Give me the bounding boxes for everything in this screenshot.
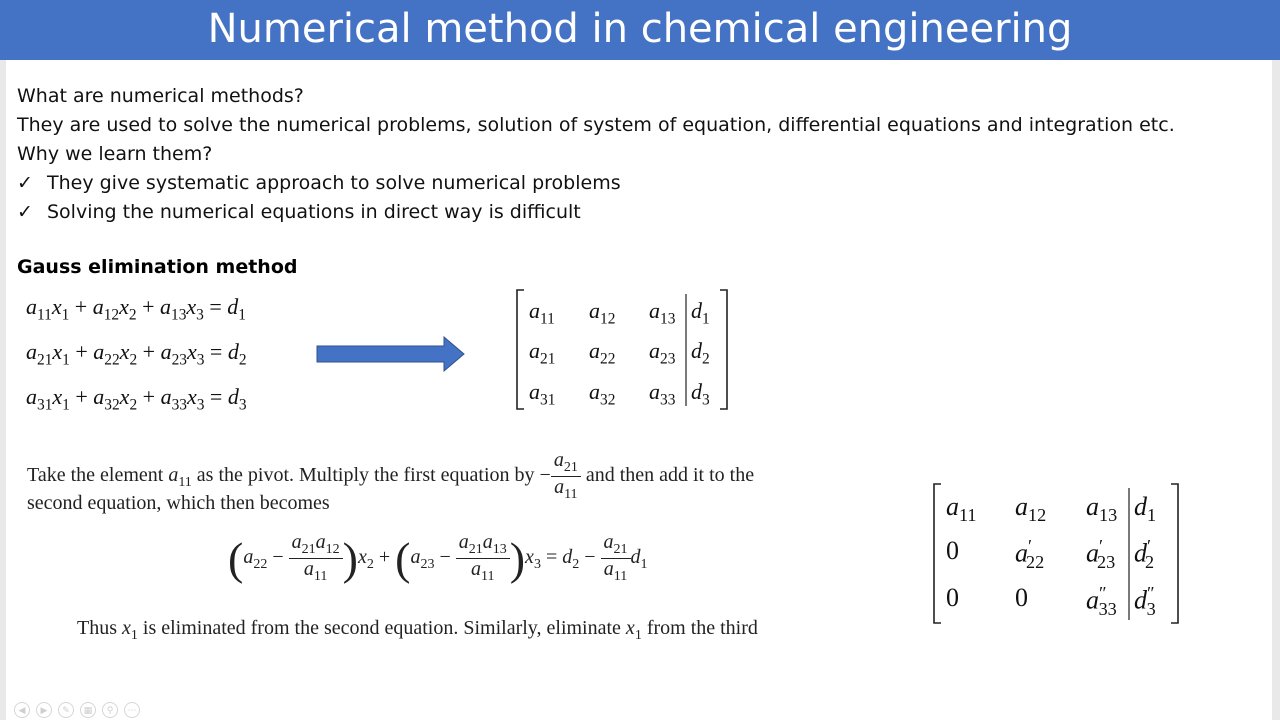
matrix-entry: $a''_{33}$: [1086, 583, 1117, 619]
left-edge: [0, 60, 6, 720]
slideshow-nav-icons[interactable]: [14, 702, 140, 718]
intro-line: They are used to solve the numerical problems, solution of system of equation, differential equations and integration etc.: [17, 114, 1175, 136]
matrix-entry: $d'_2$: [1134, 536, 1155, 572]
checkmark-icon: ✓: [17, 172, 33, 194]
right-edge: [1272, 60, 1280, 720]
bullet-item: ✓ Solving the numerical equations in direct way is difficult: [17, 198, 1175, 227]
previous-icon[interactable]: ◀: [14, 702, 30, 718]
matrix-entry: $a_{13}$: [649, 298, 676, 328]
matrix-entry: $a_{11}$: [529, 298, 555, 328]
matrix-entry: $a_{32}$: [589, 379, 616, 409]
bullet-item: ✓ They give systematic approach to solve numerical problems: [17, 169, 1175, 198]
equation-1: $a_{11}x_1 + a_{12}x_2 + a_{13}x_3 = d_1$: [26, 294, 246, 324]
matrix-entry: $a_{22}$: [589, 338, 616, 368]
matrix-entry: $d_3$: [691, 379, 710, 409]
slide-title: Numerical method in chemical engineering: [207, 6, 1073, 52]
matrix-entry: $a_{13}$: [1086, 492, 1118, 526]
intro-text: [17, 82, 1175, 227]
checkmark-icon: ✓: [17, 201, 33, 223]
explanation-line-3: Thus $x_1$ is eliminated from the second equation. Similarly, eliminate $x_1$ from the third: [77, 617, 758, 643]
matrix-entry: $a_{33}$: [649, 379, 676, 409]
explanation-line-1: Take the element $a_{11}$ as the pivot. Multiply the first equation by − $\frac{a_{21}}{a_{11}}$ and then add it to the: [27, 449, 755, 502]
matrix-entry: $d_2$: [691, 338, 710, 368]
matrix-entry: 0: [946, 583, 959, 612]
slides-icon[interactable]: ▦: [80, 702, 96, 718]
next-icon[interactable]: ▶: [36, 702, 52, 718]
matrix-entry: $d''_3$: [1134, 583, 1156, 619]
more-icon[interactable]: ⋯: [124, 702, 140, 718]
intro-line: Why we learn them?: [17, 143, 213, 165]
right-arrow-icon: [316, 336, 466, 372]
matrix-entry: $a_{12}$: [1015, 492, 1047, 526]
matrix-entry: $a_{21}$: [529, 338, 556, 368]
matrix-entry: $d_1$: [1134, 492, 1157, 526]
reduced-equation: ($a_{22}$ − $\frac{a_{21}a_{12}}{a_{11}}$ )$x_2 + (a_{23}$ − $\frac{a_{21}a_{13}}{a_{11}}$ )$x_3 = d_2$ − $\frac{a_{21}}{a_{11}}$ $d_1$: [228, 531, 648, 584]
matrix-entry: $d_1$: [691, 298, 710, 328]
pen-icon[interactable]: ✎: [58, 702, 74, 718]
matrix-entry: $a_{31}$: [529, 379, 556, 409]
zoom-icon[interactable]: ⚲: [102, 702, 118, 718]
matrix-entry: $a'_{22}$: [1015, 536, 1045, 572]
matrix-entry: 0: [946, 536, 959, 565]
section-heading: Gauss elimination method: [17, 256, 298, 278]
matrix-entry: $a_{23}$: [649, 338, 676, 368]
explanation-line-2: second equation, which then becomes: [27, 492, 330, 514]
matrix-entry: $a_{12}$: [589, 298, 616, 328]
matrix-entry: $a'_{23}$: [1086, 536, 1116, 572]
equation-2: $a_{21}x_1 + a_{22}x_2 + a_{23}x_3 = d_2$: [26, 339, 247, 369]
matrix-entry: $a_{11}$: [946, 492, 977, 526]
equation-3: $a_{31}x_1 + a_{32}x_2 + a_{33}x_3 = d_3$: [26, 384, 247, 414]
title-bar: [0, 0, 1280, 60]
intro-line: What are numerical methods?: [17, 85, 304, 107]
matrix-entry: 0: [1015, 583, 1028, 612]
